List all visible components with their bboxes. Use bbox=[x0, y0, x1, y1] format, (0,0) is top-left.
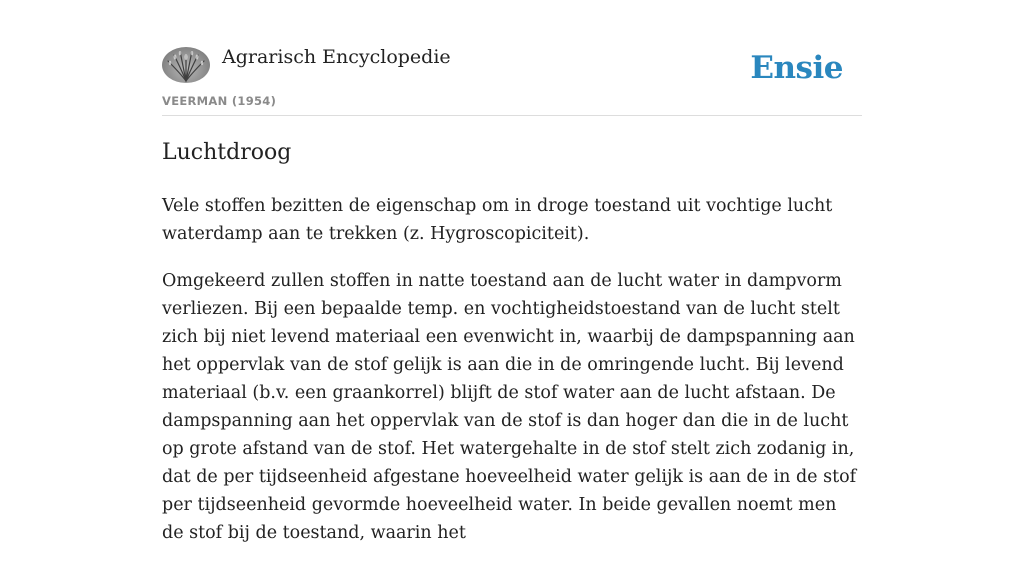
paragraph: Omgekeerd zullen stoffen in natte toestand aan de lucht water in dampvorm verliezen. Bij een bepaalde temp. en vochtigheidstoestand van de lucht stelt zich bij niet levend materiaal een evenwicht in, waarbij de dampspanning aan het oppervlak van de stof gelijk is aan die in de omringende lucht. Bij levend materiaal (b.v. een graankorrel) blijft de stof water aan de lucht afstaan. De dampspanning aan het oppervlak van de stof is dan hoger dan die in de lucht op grote afstand van de stof. Het watergehalte in de stof stelt zich zodanig in, dat de per tijdseenheid afgestane hoeveelheid water gelijk is aan de in de stof per tijdseenheid gevormde hoeveelheid water. In beide gevallen noemt men de stof bij de toestand, waarin het bbox=[162, 271, 857, 543]
page bbox=[162, 0, 862, 543]
wheat-grain-icon[interactable] bbox=[162, 47, 210, 83]
encyclopedia-name[interactable]: Agrarisch Encyclopedie bbox=[222, 46, 451, 68]
article-title: Luchtdroog bbox=[162, 140, 292, 165]
paragraph: Vele stoffen bezitten de eigenschap om in droge toestand uit vochtige lucht waterdamp aan te trekken (z. Hygroscopiciteit). bbox=[162, 196, 833, 244]
source-label: VEERMAN (1954) bbox=[162, 94, 277, 108]
article-body bbox=[162, 192, 862, 566]
brand-logo[interactable]: Ensie bbox=[750, 50, 843, 86]
header bbox=[162, 0, 862, 116]
